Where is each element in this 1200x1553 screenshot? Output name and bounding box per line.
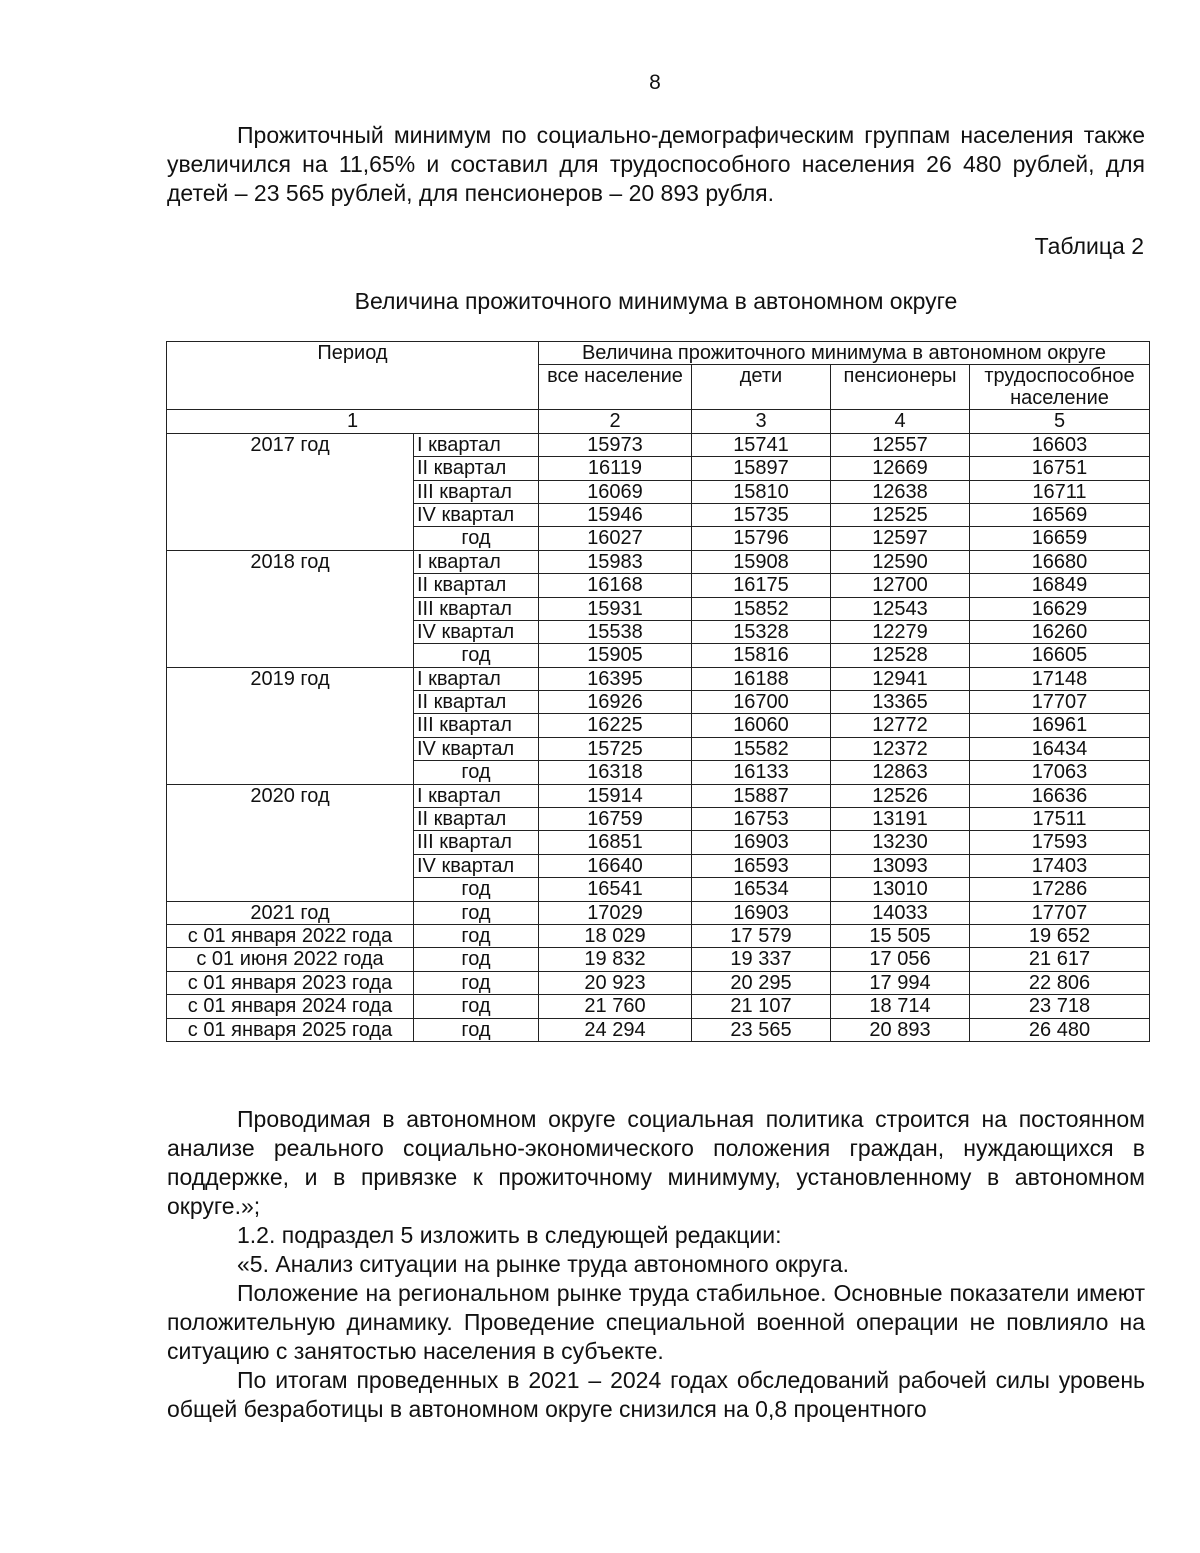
value-cell: 12638 [831, 480, 970, 503]
value-cell: 16593 [692, 854, 831, 877]
period-cell: I квартал [414, 550, 539, 573]
header-pensioners: пенсионеры [831, 365, 970, 410]
value-cell: 15887 [692, 784, 831, 807]
value-cell: 15914 [539, 784, 692, 807]
table-row [167, 924, 1150, 947]
header-group: Величина прожиточного минимума в автономном округе [539, 342, 1150, 365]
period-cell: год [414, 1018, 539, 1041]
value-cell: 15538 [539, 620, 692, 643]
header-all-population: все население [539, 365, 692, 410]
column-number: 2 [539, 410, 692, 433]
value-cell: 17029 [539, 901, 692, 924]
value-cell: 12543 [831, 597, 970, 620]
value-cell: 15908 [692, 550, 831, 573]
table-row [167, 995, 1150, 1018]
value-cell: 16851 [539, 831, 692, 854]
value-cell: 16395 [539, 667, 692, 690]
value-cell: 12525 [831, 503, 970, 526]
table-label: Таблица 2 [1034, 233, 1144, 259]
value-cell: 16636 [970, 784, 1150, 807]
period-cell: год [414, 995, 539, 1018]
value-cell: 16569 [970, 503, 1150, 526]
header-working-age: трудоспособное население [970, 365, 1150, 410]
value-cell: 15328 [692, 620, 831, 643]
period-cell: III квартал [414, 714, 539, 737]
value-cell: 17403 [970, 854, 1150, 877]
value-cell: 16640 [539, 854, 692, 877]
body-paragraph: По итогам проведенных в 2021 – 2024 годах обследований рабочей силы уровень общей безработицы в автономном округе снизился на 0,8 процентного [167, 1367, 1145, 1422]
value-cell: 16188 [692, 667, 831, 690]
value-cell: 24 294 [539, 1018, 692, 1041]
value-cell: 16753 [692, 808, 831, 831]
period-cell: III квартал [414, 597, 539, 620]
value-cell: 15796 [692, 527, 831, 550]
period-cell: год [414, 878, 539, 901]
value-cell: 16534 [692, 878, 831, 901]
year-cell: 2018 год [167, 550, 414, 667]
value-cell: 18 714 [831, 995, 970, 1018]
date-cell: с 01 июня 2022 года [167, 948, 414, 971]
year-cell: 2019 год [167, 667, 414, 784]
column-number: 5 [970, 410, 1150, 433]
value-cell: 16659 [970, 527, 1150, 550]
value-cell: 17286 [970, 878, 1150, 901]
value-cell: 16133 [692, 761, 831, 784]
value-cell: 21 760 [539, 995, 692, 1018]
value-cell: 15931 [539, 597, 692, 620]
period-cell: I квартал [414, 433, 539, 456]
value-cell: 15973 [539, 433, 692, 456]
value-cell: 15725 [539, 737, 692, 760]
value-cell: 12669 [831, 457, 970, 480]
header-children: дети [692, 365, 831, 410]
header-period: Период [167, 342, 539, 410]
value-cell: 15946 [539, 503, 692, 526]
value-cell: 22 806 [970, 971, 1150, 994]
year-cell: 2020 год [167, 784, 414, 901]
value-cell: 15816 [692, 644, 831, 667]
value-cell: 12557 [831, 433, 970, 456]
body-text-after-table [167, 1105, 1145, 1424]
table-row [167, 1018, 1150, 1041]
value-cell: 17707 [970, 901, 1150, 924]
value-cell: 12526 [831, 784, 970, 807]
value-cell: 16060 [692, 714, 831, 737]
value-cell: 15735 [692, 503, 831, 526]
value-cell: 17063 [970, 761, 1150, 784]
value-cell: 13010 [831, 878, 970, 901]
value-cell: 16926 [539, 691, 692, 714]
value-cell: 16027 [539, 527, 692, 550]
value-cell: 16168 [539, 574, 692, 597]
value-cell: 19 337 [692, 948, 831, 971]
value-cell: 16629 [970, 597, 1150, 620]
value-cell: 12597 [831, 527, 970, 550]
value-cell: 20 295 [692, 971, 831, 994]
value-cell: 16751 [970, 457, 1150, 480]
value-cell: 15 505 [831, 924, 970, 947]
value-cell: 16849 [970, 574, 1150, 597]
period-cell: год [414, 761, 539, 784]
period-cell: I квартал [414, 784, 539, 807]
value-cell: 15983 [539, 550, 692, 573]
period-cell: IV квартал [414, 737, 539, 760]
value-cell: 15897 [692, 457, 831, 480]
value-cell: 15741 [692, 433, 831, 456]
value-cell: 14033 [831, 901, 970, 924]
value-cell: 17593 [970, 831, 1150, 854]
period-cell: II квартал [414, 691, 539, 714]
value-cell: 18 029 [539, 924, 692, 947]
value-cell: 16318 [539, 761, 692, 784]
period-cell: год [414, 924, 539, 947]
value-cell: 16069 [539, 480, 692, 503]
table-row [167, 667, 1150, 690]
subsistence-minimum-table [166, 341, 1150, 1042]
table-header-row [167, 342, 1150, 365]
intro-paragraph [167, 121, 1145, 208]
table-row [167, 971, 1150, 994]
period-cell: I квартал [414, 667, 539, 690]
column-number: 3 [692, 410, 831, 433]
value-cell: 15905 [539, 644, 692, 667]
period-cell: год [414, 948, 539, 971]
value-cell: 16680 [970, 550, 1150, 573]
value-cell: 12590 [831, 550, 970, 573]
table-row [167, 433, 1150, 456]
value-cell: 12372 [831, 737, 970, 760]
value-cell: 13191 [831, 808, 970, 831]
value-cell: 12863 [831, 761, 970, 784]
value-cell: 12700 [831, 574, 970, 597]
table-row [167, 550, 1150, 573]
value-cell: 16603 [970, 433, 1150, 456]
value-cell: 13093 [831, 854, 970, 877]
body-paragraph: Проводимая в автономном округе социальная политика строится на постоянном анализе реального социально-экономического положения граждан, нуждающихся в поддержке, и в привязке к прожиточному минимуму, установленному в автономном округе.»; [167, 1106, 1145, 1219]
value-cell: 23 718 [970, 995, 1150, 1018]
value-cell: 16541 [539, 878, 692, 901]
table-row [167, 948, 1150, 971]
period-cell: год [414, 527, 539, 550]
year-cell: 2017 год [167, 433, 414, 550]
page-number: 8 [649, 71, 661, 94]
period-cell: III квартал [414, 480, 539, 503]
value-cell: 13365 [831, 691, 970, 714]
value-cell: 15582 [692, 737, 831, 760]
column-number: 1 [167, 410, 539, 433]
date-cell: 2021 год [167, 901, 414, 924]
period-cell: II квартал [414, 808, 539, 831]
body-paragraph: 1.2. подраздел 5 изложить в следующей редакции: [237, 1222, 782, 1248]
value-cell: 16903 [692, 901, 831, 924]
period-cell: II квартал [414, 574, 539, 597]
date-cell: с 01 января 2024 года [167, 995, 414, 1018]
value-cell: 16119 [539, 457, 692, 480]
value-cell: 17 056 [831, 948, 970, 971]
column-number: 4 [831, 410, 970, 433]
value-cell: 17 994 [831, 971, 970, 994]
period-cell: IV квартал [414, 503, 539, 526]
value-cell: 12528 [831, 644, 970, 667]
table-row [167, 901, 1150, 924]
value-cell: 19 652 [970, 924, 1150, 947]
value-cell: 26 480 [970, 1018, 1150, 1041]
value-cell: 12772 [831, 714, 970, 737]
intro-paragraph-text: Прожиточный минимум по социально-демографическим группам населения также увеличился на 11,65% и составил для трудоспособного населения 26 480 рублей, для детей – 23 565 рублей, для пенсионеров – 20 893 рубля. [167, 122, 1145, 206]
value-cell: 16711 [970, 480, 1150, 503]
period-cell: IV квартал [414, 854, 539, 877]
value-cell: 16605 [970, 644, 1150, 667]
value-cell: 16260 [970, 620, 1150, 643]
value-cell: 15810 [692, 480, 831, 503]
period-cell: IV квартал [414, 620, 539, 643]
value-cell: 16700 [692, 691, 831, 714]
period-cell: год [414, 901, 539, 924]
value-cell: 17511 [970, 808, 1150, 831]
date-cell: с 01 января 2025 года [167, 1018, 414, 1041]
value-cell: 20 923 [539, 971, 692, 994]
value-cell: 21 107 [692, 995, 831, 1018]
value-cell: 16903 [692, 831, 831, 854]
value-cell: 17 579 [692, 924, 831, 947]
value-cell: 21 617 [970, 948, 1150, 971]
value-cell: 17148 [970, 667, 1150, 690]
value-cell: 16225 [539, 714, 692, 737]
value-cell: 16175 [692, 574, 831, 597]
value-cell: 23 565 [692, 1018, 831, 1041]
period-cell: год [414, 971, 539, 994]
value-cell: 12279 [831, 620, 970, 643]
body-paragraph: Положение на региональном рынке труда стабильное. Основные показатели имеют положительную динамику. Проведение специальной военной операции не повлияло на ситуацию с занятостью населения в субъекте. [167, 1280, 1145, 1364]
date-cell: с 01 января 2022 года [167, 924, 414, 947]
date-cell: с 01 января 2023 года [167, 971, 414, 994]
value-cell: 16759 [539, 808, 692, 831]
period-cell: год [414, 644, 539, 667]
value-cell: 12941 [831, 667, 970, 690]
value-cell: 19 832 [539, 948, 692, 971]
period-cell: II квартал [414, 457, 539, 480]
value-cell: 13230 [831, 831, 970, 854]
value-cell: 16434 [970, 737, 1150, 760]
body-paragraph: «5. Анализ ситуации на рынке труда автономного округа. [237, 1251, 850, 1277]
value-cell: 15852 [692, 597, 831, 620]
value-cell: 20 893 [831, 1018, 970, 1041]
table-row [167, 784, 1150, 807]
table-column-numbers-row [167, 410, 1150, 433]
period-cell: III квартал [414, 831, 539, 854]
table-title: Величина прожиточного минимума в автономном округе [354, 288, 958, 314]
value-cell: 16961 [970, 714, 1150, 737]
value-cell: 17707 [970, 691, 1150, 714]
